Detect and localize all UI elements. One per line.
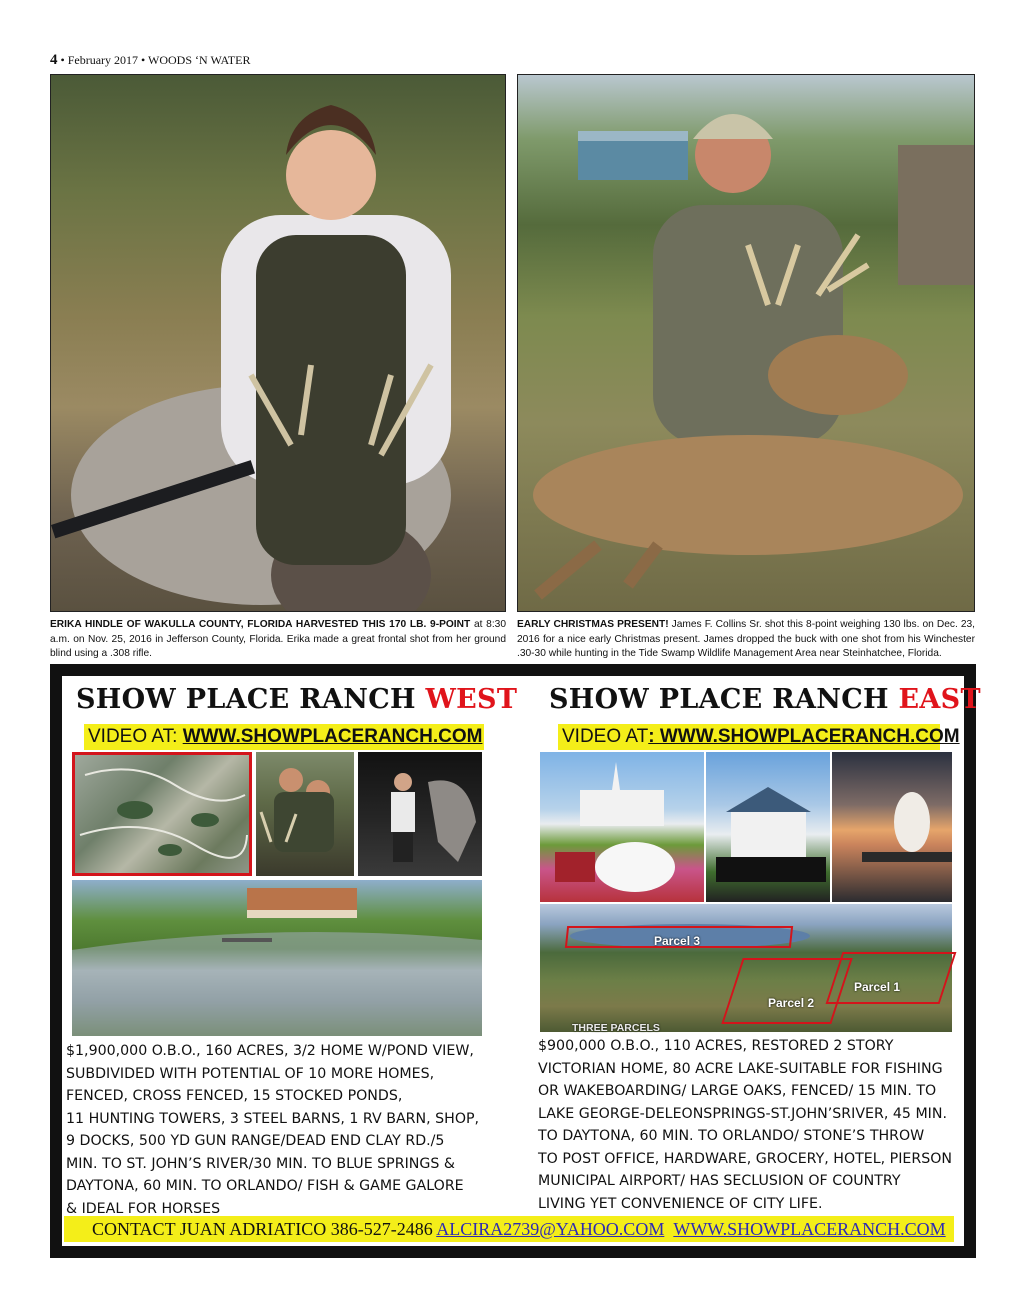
ranch-east-title [549,684,981,715]
parcel-1-label: Parcel 1 [854,980,901,994]
couple-with-deer-photo [256,752,354,876]
parcel-1-outline [826,952,957,1004]
description-line: DAYTONA, 60 MIN. TO ORLANDO/ FISH & GAME GALORE [66,1178,464,1194]
aerial-map-illustration [75,755,249,873]
video-label: VIDEO AT [562,726,649,747]
three-parcels-label: THREE PARCELS [572,1022,660,1034]
hunter-woman-deer-photo [50,74,506,612]
contact-bar [64,1216,954,1242]
hunter-man-deer-photo [517,74,975,612]
hunter-man-deer-illustration [518,75,975,612]
description-line: SUBDIVIDED WITH POTENTIAL OF 10 MORE HOMES, [66,1065,435,1082]
description-line: 11 HUNTING TOWERS, 3 STEEL BARNS, 1 RV BARN, SHOP, [66,1110,480,1127]
ranch-title-highlight: EAST [898,684,981,715]
description-line: TO DAYTONA, 60 MIN. TO ORLANDO/ STONE’S THROW [538,1128,925,1144]
video-url[interactable]: : WWW.SHOWPLACERANCH.COM [648,726,960,747]
ranch-title-text: SHOW PLACE RANCH [76,684,426,715]
description-line: FENCED, CROSS FENCED, 15 STOCKED PONDS, [66,1088,403,1104]
parcel-3-label: Parcel 3 [654,934,701,948]
sunset-illustration [832,752,952,902]
victorian-home-illustration [706,752,830,902]
couple-illustration [256,752,354,876]
description-line: & IDEAL FOR HORSES [66,1200,221,1217]
description-line: TO POST OFFICE, HARDWARE, GROCERY, HOTEL, PIERSON [538,1150,953,1167]
horse-illustration [358,752,482,876]
video-url[interactable]: WWW.SHOWPLACERANCH.COM [182,726,483,747]
contact-email-link[interactable]: ALCIRA2739@YAHOO.COM [436,1219,665,1239]
contact-text: CONTACT JUAN ADRIATICO 386-527-2486 [92,1219,437,1239]
description-line: MIN. TO ST. JOHN’S RIVER/30 MIN. TO BLUE SPRINGS & [66,1155,455,1172]
folio-line: • February 2017 • WOODS ‘N WATER [57,53,251,67]
description-line: $900,000 O.B.O., 110 ACRES, RESTORED 2 STORY [538,1038,894,1054]
caption-body: at 8:30 a.m. on Nov. 25, 2016 in Jefferson County, Florida. Erika made a great frontal shot from her ground blind using a .308 rifle. [50,619,506,659]
ranch-west-title [76,684,517,715]
parcel-2-label: Parcel 2 [768,996,815,1010]
ranch-west-description [66,1040,479,1220]
page-folio [50,52,250,69]
pond-house-photo [72,880,482,1036]
ranch-title-text: SHOW PLACE RANCH [549,684,899,715]
description-line: LAKE GEORGE-DELEONSPRINGS-ST.JOHN’SRIVER, 45 MIN. [538,1105,947,1122]
video-label: VIDEO AT: [88,726,183,747]
pond-illustration [72,880,482,1036]
lake-sunset-bride-photo [832,752,952,902]
ranch-title-highlight: WEST [425,684,518,715]
victorian-home-photo [706,752,830,902]
ranch-east-description [538,1035,952,1215]
caption-lead: EARLY CHRISTMAS PRESENT! [517,619,669,630]
description-line: $1,900,000 O.B.O., 160 ACRES, 3/2 HOME W/POND VIEW, [66,1043,474,1059]
photo-caption-right [517,618,975,662]
video-link-west[interactable] [84,724,484,750]
description-line: VICTORIAN HOME, 80 ACRE LAKE-SUITABLE FOR FISHING [538,1060,943,1077]
video-link-east[interactable] [558,724,960,750]
contact-website-link[interactable]: WWW.SHOWPLACERANCH.COM [673,1219,946,1239]
description-line: 9 DOCKS, 500 YD GUN RANGE/DEAD END CLAY RD./5 [66,1133,445,1149]
caption-lead: ERIKA HINDLE OF WAKULLA COUNTY, FLORIDA HARVESTED THIS 170 LB. 9-POINT [50,619,471,630]
boy-with-horse-photo [358,752,482,876]
hunter-woman-deer-illustration [51,75,506,612]
description-line: LIVING YET CONVENIENCE OF CITY LIFE. [538,1195,823,1212]
description-line: OR WAKEBOARDING/ LARGE OAKS, FENCED/ 15 MIN. TO [538,1083,937,1099]
aerial-map-photo [72,752,252,876]
description-line: MUNICIPAL AIRPORT/ HAS SECLUSION OF COUNTRY [538,1173,901,1189]
caption-body: James F. Collins Sr. shot this 8-point weighing 130 lbs. on Dec. 23, 2016 for a nice early Christmas present. James dropped the buck with one shot from his Winchester .30-30 while hunting in the Tide Swamp Wildlife Management Area near Steinhatchee, Florida. [517,619,976,659]
church-bride-photo [540,752,704,902]
church-illustration [540,752,704,902]
photo-caption-left [50,618,506,662]
page-number: 4 [50,52,58,68]
